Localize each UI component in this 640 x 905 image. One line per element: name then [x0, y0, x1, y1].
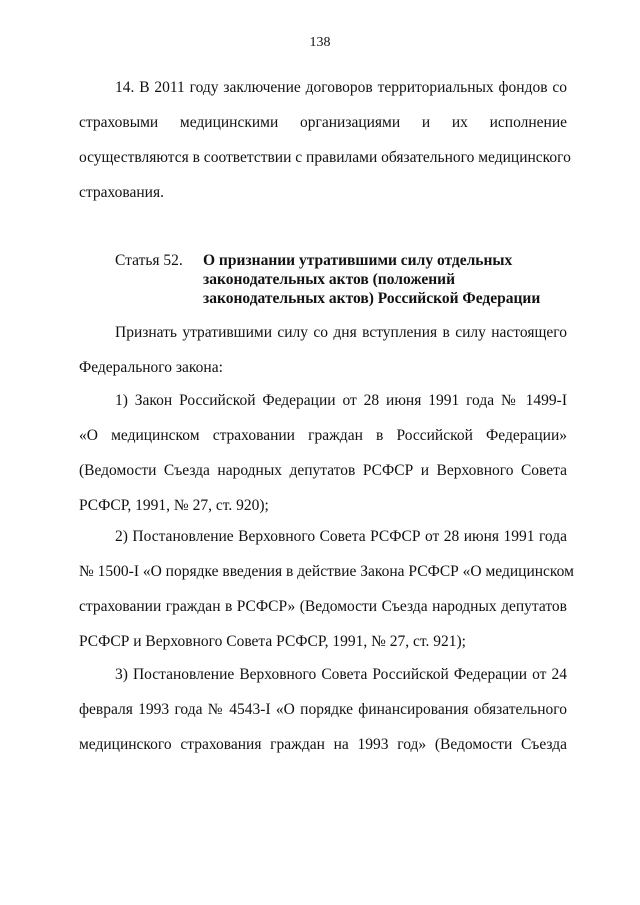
list-item-3 — [79, 657, 567, 762]
article-label: Статья 52. — [115, 252, 183, 269]
page-number: 138 — [309, 35, 331, 50]
paragraph-line: страхования. — [79, 184, 164, 201]
paragraph-line: страховании граждан в РСФСР» (Ведомости Съезда народных депутатов — [79, 598, 567, 615]
paragraph-line: февраля 1993 года № 4543-I «О порядке финансирования обязательного — [79, 701, 567, 718]
paragraph-line: (Ведомости Съезда народных депутатов РСФСР и Верховного Совета — [79, 462, 567, 479]
article-title-line: законодательных актов (положений — [203, 271, 456, 288]
article-heading — [79, 251, 567, 308]
paragraph-line: РСФСР и Верховного Совета РСФСР, 1991, № 27, ст. 921); — [79, 633, 466, 650]
paragraph-line: медицинского страхования граждан на 1993 год» (Ведомости Съезда — [79, 736, 567, 753]
article-title — [203, 251, 540, 308]
paragraph-line: страховыми медицинскими организациями и их исполнение — [79, 114, 567, 131]
paragraph-line: осуществляются в соответствии с правилами обязательного медицинского — [79, 149, 571, 166]
paragraph-line: Признать утратившими силу со дня вступления в силу настоящего — [115, 324, 567, 341]
paragraph-line: 14. В 2011 году заключение договоров территориальных фондов со — [115, 79, 567, 96]
paragraph-line: Федерального закона: — [79, 359, 223, 376]
paragraph-14 — [79, 70, 571, 210]
paragraph-line: № 1500-I «О порядке введения в действие Закона РСФСР «О медицинском — [79, 563, 574, 580]
paragraph-line: РСФСР, 1991, № 27, ст. 920); — [79, 497, 269, 514]
list-item-2 — [79, 519, 574, 659]
article-title-line: О признании утратившими силу отдельных — [203, 252, 513, 269]
article-title-line: законодательных актов) Российской Федерации — [203, 290, 541, 307]
paragraph-line: 3) Постановление Верховного Совета Российской Федерации от 24 — [115, 666, 567, 683]
intro-paragraph — [79, 315, 567, 385]
list-item-1 — [79, 383, 567, 523]
paragraph-line: 2) Постановление Верховного Совета РСФСР от 28 июня 1991 года — [115, 528, 567, 545]
paragraph-line: 1) Закон Российской Федерации от 28 июня 1991 года № 1499-I — [115, 392, 567, 409]
paragraph-line: «О медицинском страховании граждан в Российской Федерации» — [79, 427, 567, 444]
